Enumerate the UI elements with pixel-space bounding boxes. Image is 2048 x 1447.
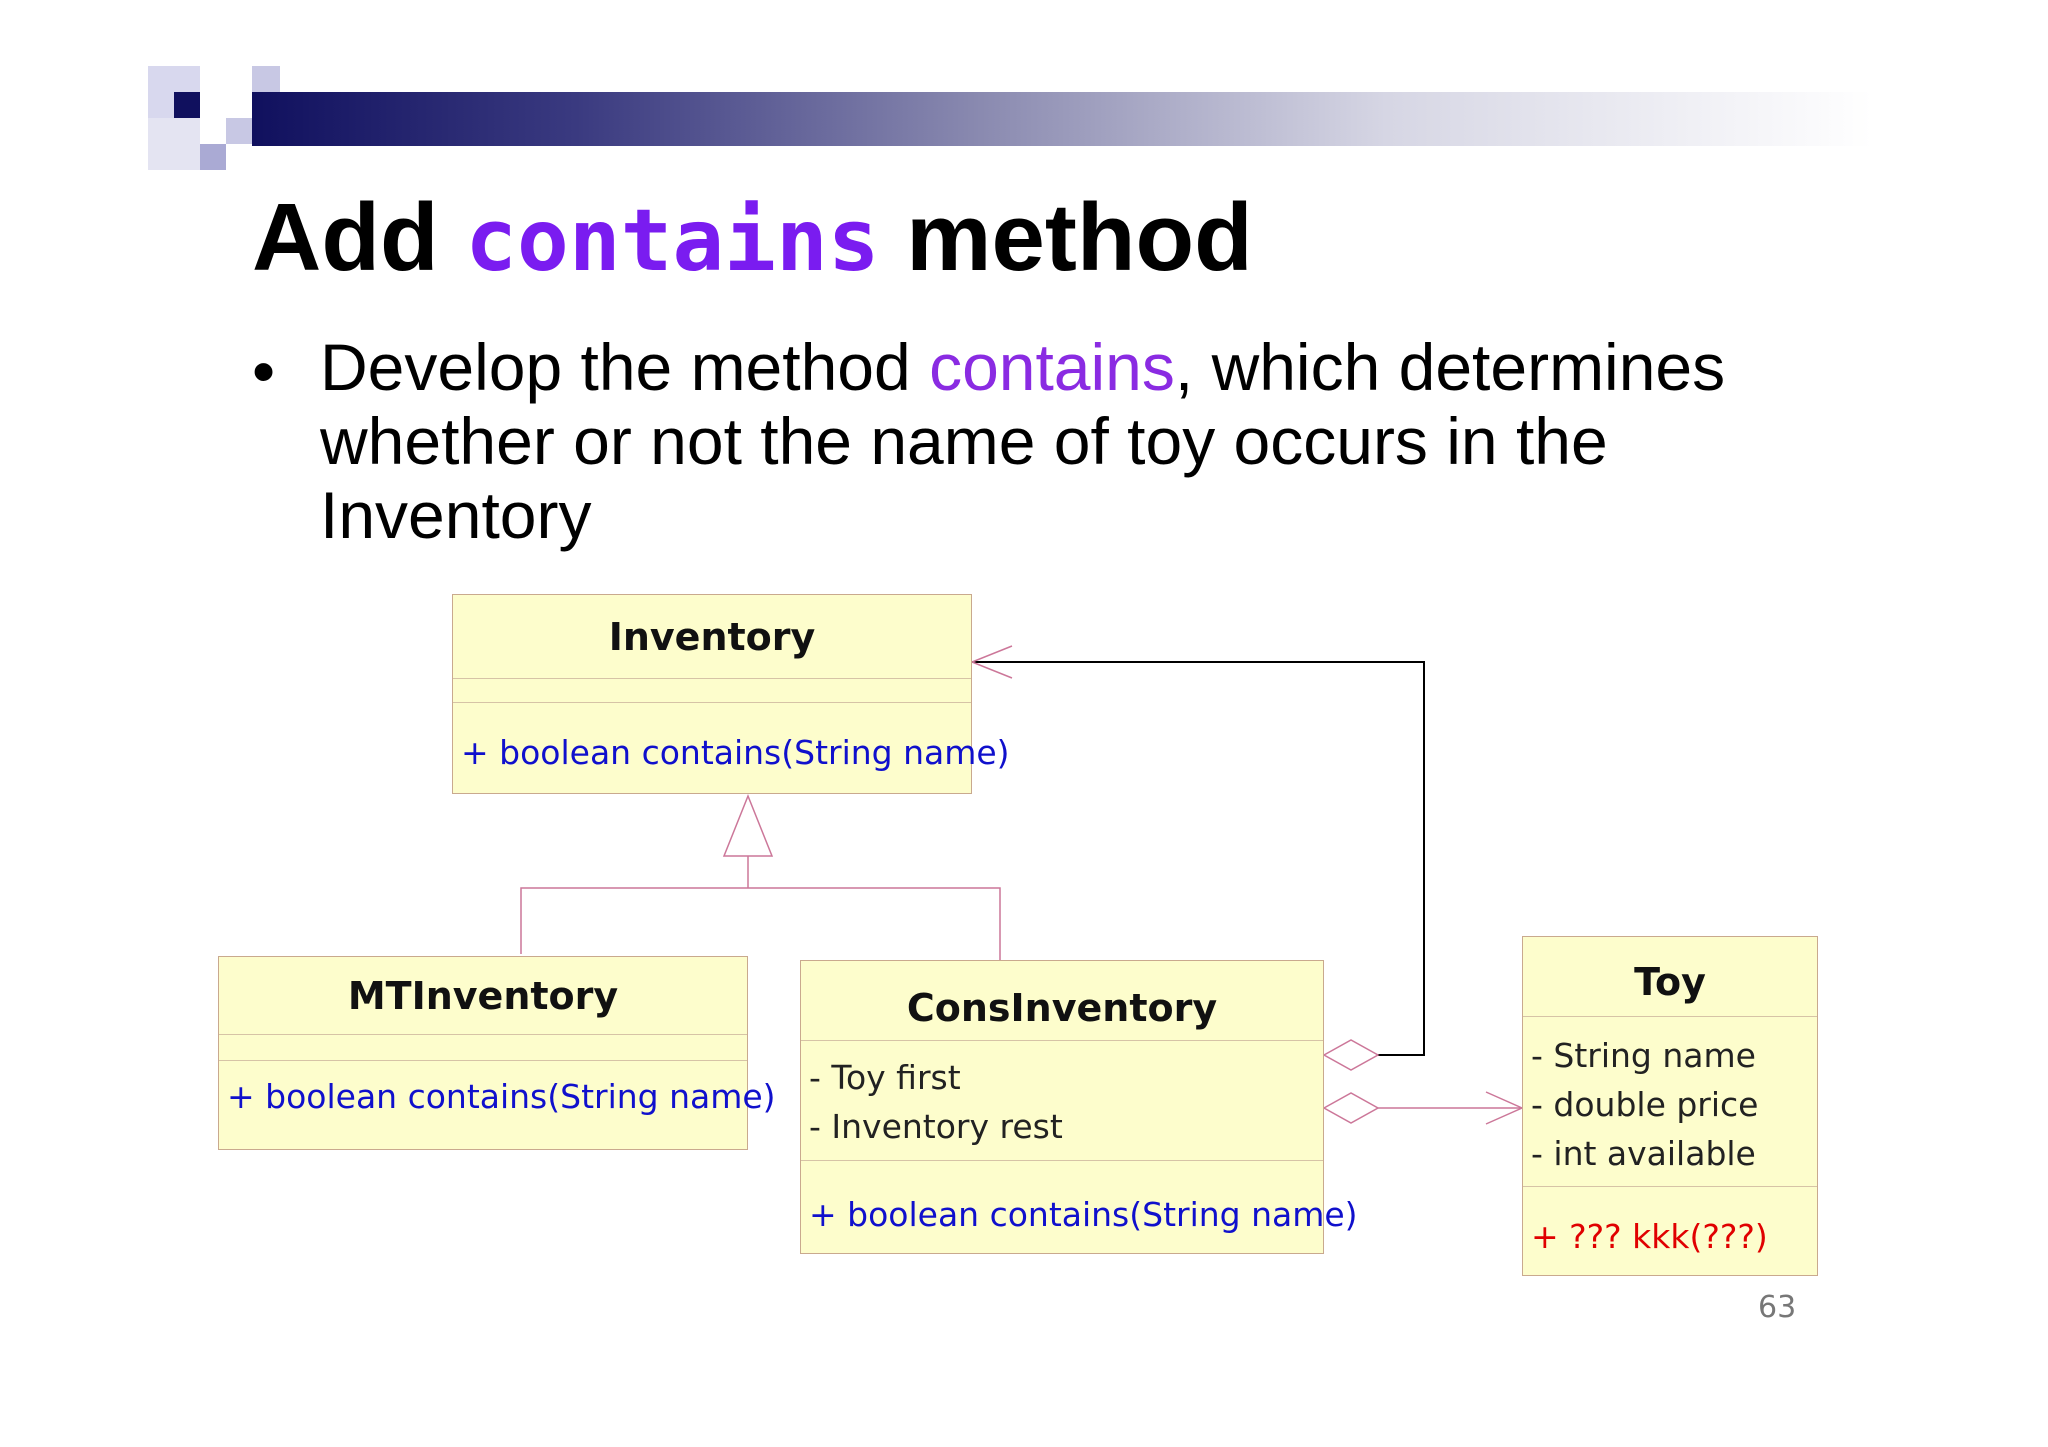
inheritance-branch-cons: [748, 888, 1000, 960]
title-code: contains: [465, 191, 880, 291]
method-contains: + boolean contains(String name): [461, 733, 1010, 772]
aggregation-rest-diamond: [1324, 1040, 1378, 1070]
attribute-available: - int available: [1531, 1134, 1756, 1173]
aggregation-first-diamond: [1324, 1093, 1378, 1123]
class-mt-inventory: [218, 956, 776, 1150]
class-toy: [1522, 936, 1818, 1276]
method-contains: + boolean contains(String name): [809, 1195, 1358, 1234]
bullet-keyword: contains: [929, 330, 1175, 404]
title-prefix: Add: [252, 184, 466, 291]
method-contains: + boolean contains(String name): [227, 1077, 776, 1116]
attribute-name: - String name: [1531, 1036, 1756, 1075]
attributes-section: [219, 1035, 747, 1061]
method-unknown: + ??? kkk(???): [1531, 1217, 1768, 1256]
attributes-section: [453, 679, 971, 703]
title-suffix: method: [879, 184, 1253, 291]
class-name: ConsInventory: [801, 961, 1323, 1041]
attribute-price: - double price: [1531, 1085, 1759, 1124]
class-name: Toy: [1523, 937, 1817, 1017]
bullet-text-after: , which determines whether or not the name of toy occurs in the Inventory: [320, 330, 1726, 552]
inheritance-branch-mt: [521, 888, 748, 954]
attribute-first: - Toy first: [809, 1058, 961, 1097]
class-name: Inventory: [453, 595, 971, 679]
page-number: 63: [1758, 1290, 1797, 1325]
class-inventory: [452, 594, 1010, 794]
inheritance-triangle: [724, 796, 772, 856]
attributes-section: [801, 1041, 1323, 1161]
bullet-text-before: Develop the method: [320, 330, 930, 404]
class-name: MTInventory: [219, 957, 747, 1035]
bullet-marker: •: [252, 334, 276, 408]
attributes-section: [1523, 1017, 1817, 1187]
attribute-rest: - Inventory rest: [809, 1107, 1063, 1146]
class-cons-inventory: [800, 960, 1358, 1254]
